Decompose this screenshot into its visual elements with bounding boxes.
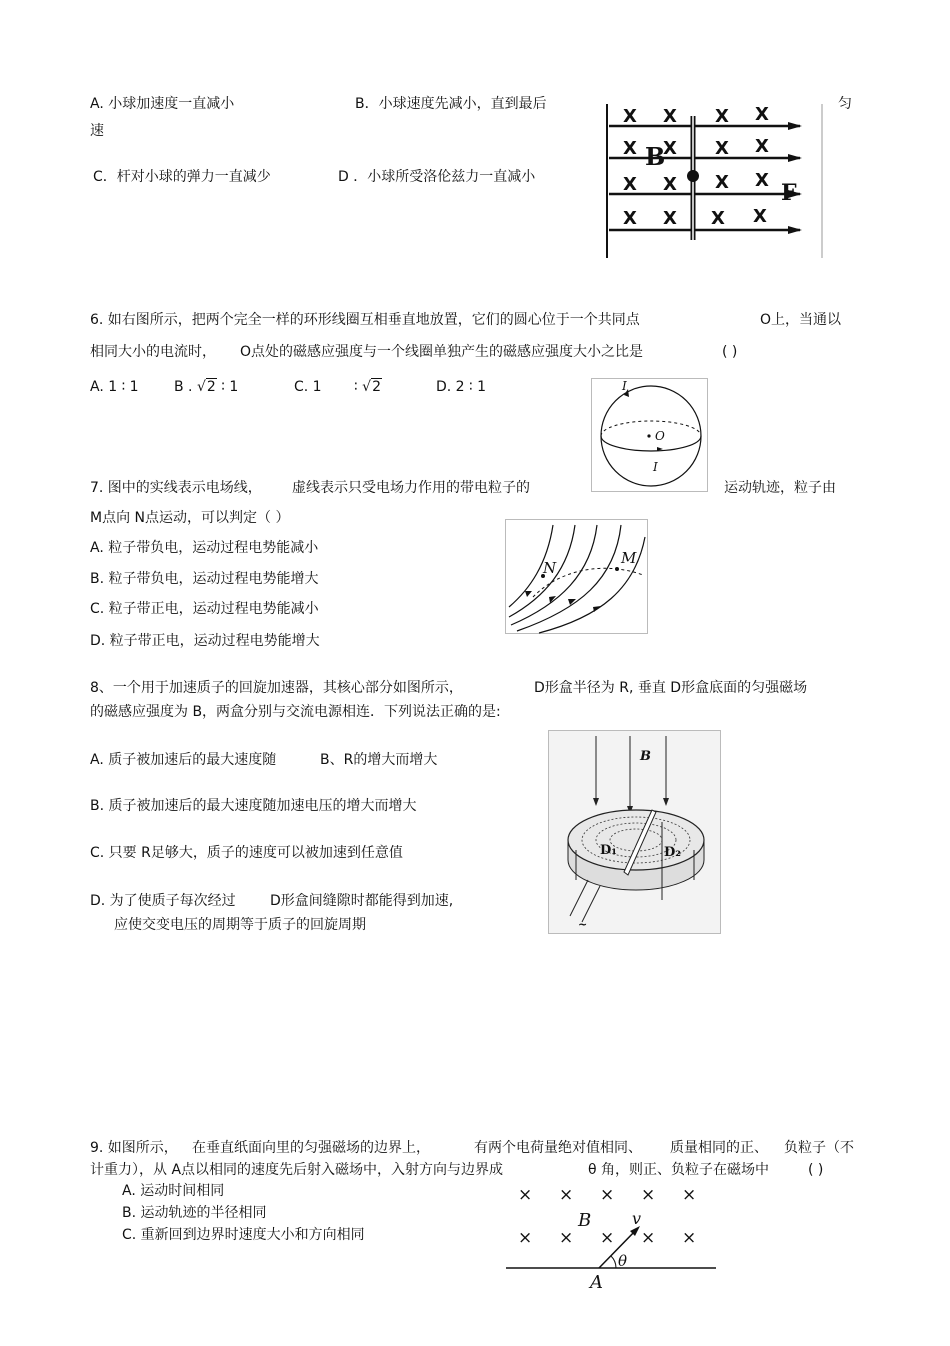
q9-stem-line1: 9. 如图所示， [90, 1140, 178, 1156]
q5-option-b-end: 匀 [838, 96, 852, 112]
q7-stem-line1-c: 运动轨迹，粒子由 [724, 480, 836, 496]
q8-option-d-c: 应使交变电压的周期等于质子的回旋周期 [114, 917, 366, 933]
q7-label-m: M [621, 549, 637, 567]
q5-field-cross: X [753, 206, 767, 227]
q6-option-c-radicand: 2 [372, 379, 381, 395]
q5-label-f: F [781, 180, 797, 206]
q5-field-cross: X [755, 136, 769, 157]
q9-field-cross: × [600, 1228, 615, 1248]
q5-option-c: C．杆对小球的弹力一直减少 [93, 169, 271, 185]
q5-field-cross: X [715, 138, 729, 159]
q9-label-b: B [578, 1210, 592, 1231]
q9-field-cross: × [682, 1185, 697, 1205]
q9-label-theta: θ [618, 1252, 628, 1270]
sqrt-symbol: √2 [362, 379, 381, 395]
q9-option-c: C. 重新回到边界时速度大小和方向相同 [122, 1227, 365, 1243]
q5-field-cross: X [711, 208, 725, 229]
q6-stem-line1: 6. 如右图所示，把两个完全一样的环形线圈互相垂直地放置，它们的圆心位于一个共同点 [90, 312, 640, 328]
q8-label-ac-source: ~ [578, 918, 588, 931]
q6-option-b-radicand: 2 [206, 379, 216, 395]
q7-option-b: B. 粒子带负电，运动过程电势能增大 [90, 571, 319, 587]
q5-figure-magnetic-field-rod [605, 100, 825, 260]
q9-field-cross: × [641, 1185, 656, 1205]
q9-stem-line1-c: 有两个电荷量绝对值相同、 [474, 1140, 642, 1156]
q5-field-cross: X [755, 104, 769, 125]
q8-option-a: A. 质子被加速后的最大速度随 [90, 752, 277, 768]
q6-option-b [174, 378, 238, 396]
q9-option-b: B. 运动轨迹的半径相同 [122, 1205, 267, 1221]
q8-label-b: B [640, 749, 651, 764]
q7-label-n: N [543, 559, 557, 577]
q7-stem-line1: 7. 图中的实线表示电场线， [90, 480, 262, 496]
q8-stem-line1-b: D形盒半径为 R, 垂直 D形盒底面的匀强磁场 [534, 680, 808, 696]
q5-field-cross: X [715, 106, 729, 127]
q5-label-b: B [645, 142, 666, 171]
q9-field-cross: × [518, 1185, 533, 1205]
q5-field-cross: X [663, 208, 677, 229]
q5-field-cross: X [755, 170, 769, 191]
q6-option-a: A. 1 ∶ 1 [90, 379, 139, 395]
q5-field-cross: X [715, 172, 729, 193]
q9-stem-line1-e: 负粒子（不 [784, 1140, 854, 1156]
sqrt-symbol: √2 [196, 379, 216, 395]
q9-stem-line1-b: 在垂直纸面向里的匀强磁场的边界上， [192, 1140, 430, 1156]
q5-option-b: B．小球速度先减小，直到最后 [355, 96, 547, 112]
q6-option-c [294, 378, 382, 396]
q6-option-c-sep: ∶ [354, 379, 358, 395]
q6-label-o: O [655, 429, 665, 443]
q7-figure-field-lines [505, 519, 651, 637]
q9-option-a: A. 运动时间相同 [122, 1183, 225, 1199]
q9-field-cross: × [600, 1185, 615, 1205]
q5-field-cross: X [663, 174, 677, 195]
q8-option-d: D. 为了使质子每次经过 [90, 893, 236, 909]
q9-label-a: A [590, 1272, 603, 1293]
q9-field-cross: × [518, 1228, 533, 1248]
q6-stem-line2: 相同大小的电流时， [90, 344, 216, 360]
q8-label-d2: D₂ [664, 845, 681, 860]
q5-option-d: D ．小球所受洛伦兹力一直减小 [338, 169, 536, 185]
q8-figure-cyclotron [548, 730, 724, 936]
q9-stem-line1-d: 质量相同的正、 [670, 1140, 768, 1156]
q5-field-cross: X [623, 208, 637, 229]
q9-field-cross: × [559, 1228, 574, 1248]
q9-field-cross: × [559, 1185, 574, 1205]
q5-option-a: A. 小球加速度一直减小 [90, 96, 235, 112]
q8-stem-line1: 8、一个用于加速质子的回旋加速器，其核心部分如图所示， [90, 680, 463, 696]
q6-option-c-prefix: C. 1 [294, 379, 322, 395]
q8-option-d-b: D形盒间缝隙时都能得到加速, [270, 893, 454, 909]
q6-stem-line2-b: O点处的磁感应强度与一个线圈单独产生的磁感应强度大小之比是 [240, 344, 644, 360]
q6-option-d: D. 2 ∶ 1 [436, 379, 487, 395]
q6-option-b-suffix: ∶ 1 [221, 379, 239, 395]
q7-option-c: C. 粒子带正电，运动过程电势能减小 [90, 601, 319, 617]
q9-label-v: v [632, 1209, 642, 1228]
q6-stem-line1-end: O上，当通以 [760, 312, 842, 328]
q6-label-i-bottom: I [653, 460, 658, 474]
q6-label-i-top: I [622, 379, 627, 393]
q8-stem-line2: 的磁感应强度为 B，两盒分别与交流电源相连．下列说法正确的是: [90, 704, 501, 720]
q5-field-cross: X [663, 106, 677, 127]
q7-stem-line2: M点向 N点运动，可以判定（ ） [90, 510, 290, 526]
q8-option-a-end: B、R的增大而增大 [320, 752, 438, 768]
q5-field-cross: X [663, 138, 677, 159]
q7-stem-line1-b: 虚线表示只受电场力作用的带电粒子的 [292, 480, 530, 496]
q6-figure-crossed-coils [591, 378, 711, 494]
q7-option-d: D. 粒子带正电，运动过程电势能增大 [90, 633, 320, 649]
q8-option-b: B. 质子被加速后的最大速度随加速电压的增大而增大 [90, 798, 417, 814]
q5-field-cross: X [623, 138, 637, 159]
q8-label-d1: D₁ [600, 843, 617, 858]
q9-field-cross: × [682, 1228, 697, 1248]
q8-option-c: C. 只要 R足够大，质子的速度可以被加速到任意值 [90, 845, 403, 861]
q5-field-cross: X [623, 106, 637, 127]
q9-answer-bracket: ( ) [808, 1162, 824, 1178]
q9-field-cross: × [641, 1228, 656, 1248]
q9-stem-line2-b: θ 角，则正、负粒子在磁场中 [588, 1162, 770, 1178]
q6-option-b-prefix: B . [174, 379, 193, 395]
q9-stem-line2: 计重力），从 A点以相同的速度先后射入磁场中，入射方向与边界成 [90, 1162, 504, 1178]
q6-answer-bracket: ( ) [722, 344, 738, 360]
q9-figure-boundary-entry [504, 1180, 720, 1296]
q5-option-b-continued: 速 [90, 123, 104, 139]
q5-field-cross: X [623, 174, 637, 195]
q7-option-a: A. 粒子带负电，运动过程电势能减小 [90, 540, 319, 556]
